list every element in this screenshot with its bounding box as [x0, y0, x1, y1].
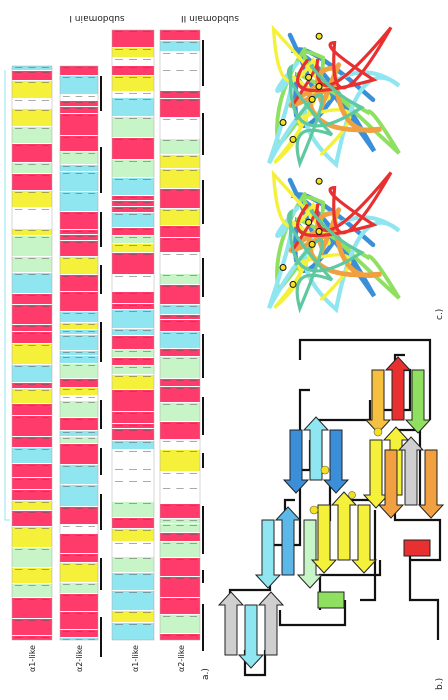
secondary-structure-bar [202, 453, 204, 468]
alignment-column [160, 30, 200, 640]
secondary-structure-bar [202, 506, 204, 554]
row-label-a2-sub2: α2-like [177, 645, 186, 672]
strand-group-blue [284, 417, 348, 493]
panel-b-label: b.) [435, 677, 445, 690]
topology-connectors [230, 340, 440, 675]
secondary-structure-bar [100, 448, 102, 475]
row-label-a2-sub1: α2-like [75, 645, 84, 672]
strand-group-orange-gray [379, 437, 443, 518]
alignment-column [112, 30, 154, 640]
panel-c-label: c.) [435, 308, 445, 320]
subdomain-2-label: subdomain II [181, 13, 239, 23]
secondary-structure-bar [100, 265, 102, 294]
topology-diagram [219, 340, 443, 675]
secondary-structure-bar [202, 397, 204, 435]
secondary-structure-bar [202, 258, 204, 297]
secondary-structure-bar [100, 558, 102, 590]
ribbon-structures [269, 27, 399, 309]
helix-green [318, 592, 344, 608]
strand-group-cyan [256, 507, 322, 588]
secondary-structure-bar [100, 617, 102, 657]
secondary-structure-bar [202, 40, 204, 86]
alignment-panel [5, 30, 204, 657]
secondary-structure-bar [202, 180, 204, 224]
secondary-structure-bar [100, 76, 102, 111]
secondary-structure-bar [100, 212, 102, 247]
strand-group-yellow-middle [312, 492, 376, 573]
row-label-a1-sub2: α1-like [131, 645, 140, 672]
secondary-structure-bar [100, 494, 102, 530]
secondary-structure-bar [202, 604, 204, 651]
secondary-structure-bar [202, 113, 204, 155]
alignment-guide-line [5, 70, 10, 520]
strand-group-gray-left [219, 592, 283, 668]
secondary-structure-bar [100, 322, 102, 362]
alignment-column [60, 66, 98, 640]
alignment-column [12, 66, 52, 640]
secondary-structure-bar [100, 147, 102, 193]
subdomain-1-label: subdomain I [69, 13, 125, 23]
row-label-a1-sub1: α1-like [28, 645, 37, 672]
helix-red [404, 540, 430, 556]
panel-a-label: a.) [201, 668, 211, 680]
ribbon-structure-left [269, 27, 399, 164]
secondary-structure-bar [100, 400, 102, 429]
strand-group-red [366, 357, 430, 433]
secondary-structure-bar [202, 334, 204, 378]
ribbon-structure-right [269, 172, 399, 309]
secondary-structure-bar [202, 570, 204, 583]
